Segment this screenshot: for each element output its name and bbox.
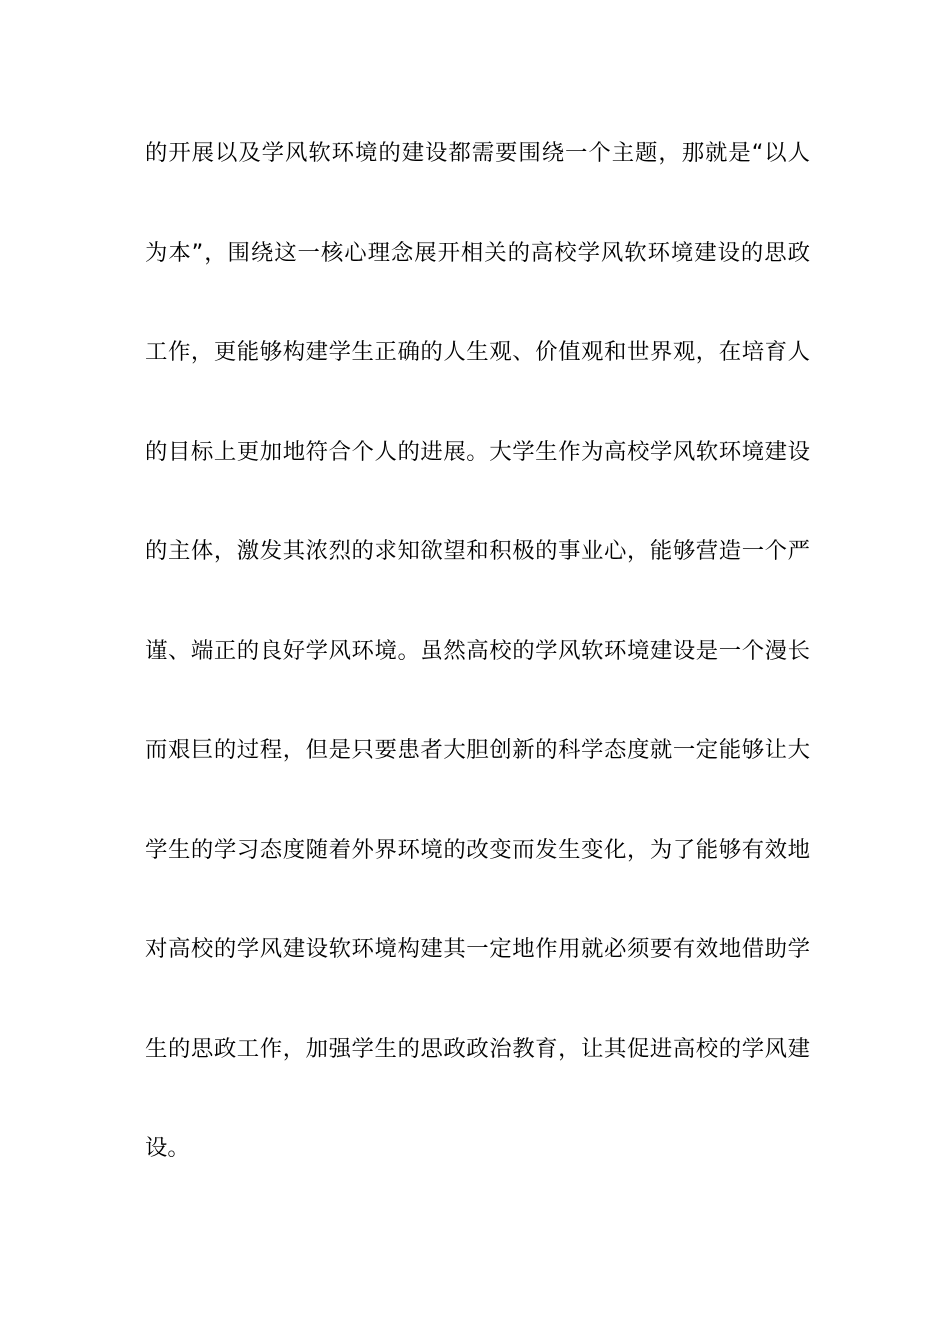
paragraph-line-7: 而艰巨的过程，但是只要患者大胆创新的科学态度就一定能够让大 (145, 737, 810, 763)
paragraph-line-5: 的主体，激发其浓烈的求知欲望和积极的事业心，能够营造一个严 (145, 538, 810, 564)
paragraph-line-11: 设。 (145, 1135, 190, 1161)
paragraph-line-1: 的开展以及学风软环境的建设都需要围绕一个主题，那就是“以人 (145, 140, 810, 166)
paragraph-line-3: 工作，更能够构建学生正确的人生观、价值观和世界观，在培育人 (145, 339, 810, 365)
paragraph-line-2: 为本”，围绕这一核心理念展开相关的高校学风软环境建设的思政 (145, 239, 810, 266)
body-paragraph (145, 131, 810, 1226)
paragraph-line-6: 谨、端正的良好学风环境。虽然高校的学风软环境建设是一个漫长 (145, 637, 810, 664)
paragraph-line-4: 的目标上更加地符合个人的进展。大学生作为高校学风软环境建设 (145, 438, 810, 465)
paragraph-line-10: 生的思政工作，加强学生的思政政治教育，让其促进高校的学风建 (145, 1035, 810, 1062)
paragraph-line-9: 对高校的学风建设软环境构建其一定地作用就必须要有效地借助学 (145, 936, 810, 962)
paragraph-line-8: 学生的学习态度随着外界环境的改变而发生变化，为了能够有效地 (145, 836, 810, 863)
